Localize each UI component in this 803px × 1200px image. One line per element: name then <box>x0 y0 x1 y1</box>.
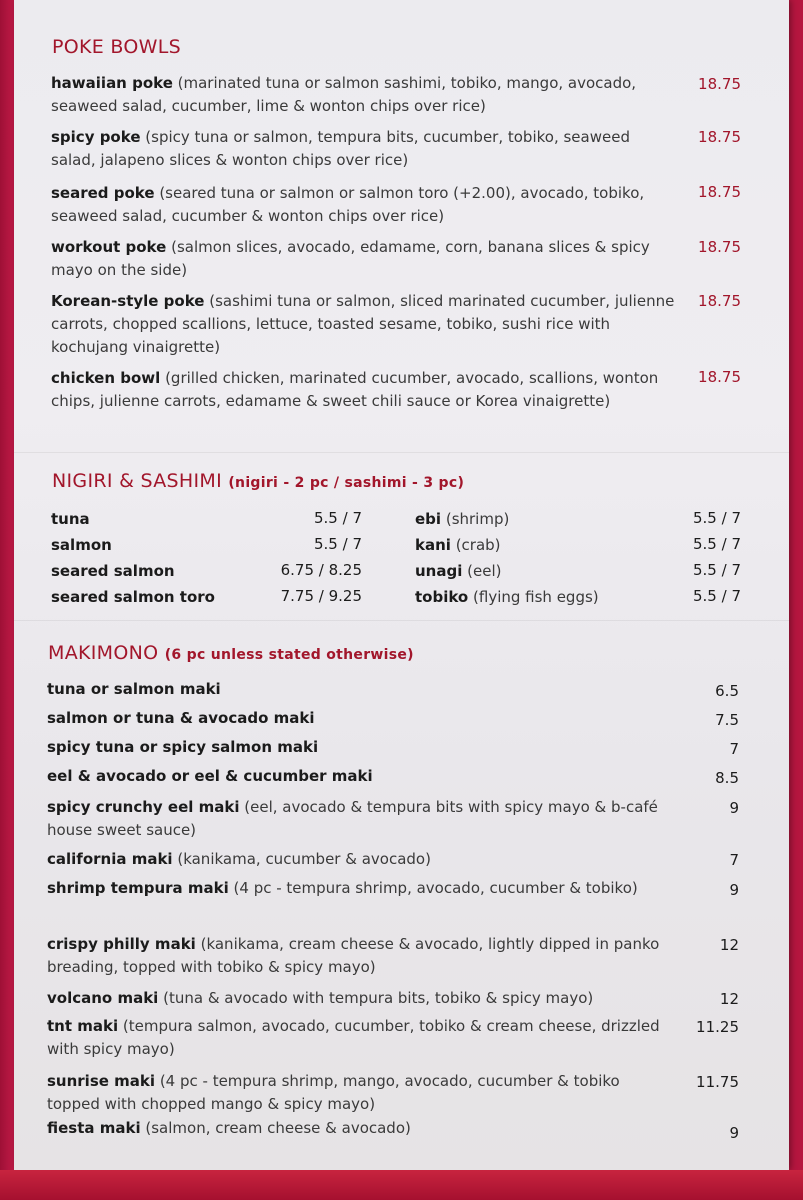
menu-item-spicy-poke <box>51 126 666 172</box>
item-price: 18.75 <box>698 75 741 93</box>
item-name: tuna <box>51 510 90 528</box>
item-description: (grilled chicken, marinated cucumber, avocado, scallions, wonton chips, julienne carrots, edamame & sweet chili sauce or Korea vinaigrette) <box>51 369 659 410</box>
item-description: (eel, avocado & tempura bits with spicy mayo & b-café house sweet sauce) <box>47 798 658 839</box>
menu-item-workout-poke <box>51 236 666 282</box>
item-price: 9 <box>729 881 739 899</box>
nigiri-item <box>415 506 509 532</box>
item-name: seared poke <box>51 184 155 202</box>
menu-item-chicken-bowl <box>51 367 666 413</box>
item-description: (4 pc - tempura shrimp, avocado, cucumber & tobiko) <box>233 879 638 897</box>
item-price: 7 <box>729 740 739 758</box>
section-title-poke-bowls: POKE BOWLS <box>52 36 182 58</box>
item-name: tnt maki <box>47 1017 119 1035</box>
nigiri-item <box>51 506 90 532</box>
nigiri-item <box>51 532 112 558</box>
menu-item-fiesta-maki <box>47 1117 667 1140</box>
item-price: 5.5 / 7 <box>314 509 362 527</box>
section-title-text: NIGIRI & SASHIMI <box>52 470 223 492</box>
section-title-nigiri-sashimi <box>52 470 464 492</box>
item-price: 12 <box>719 990 739 1008</box>
item-price: 8.5 <box>715 769 739 787</box>
item-name: chicken bowl <box>51 369 161 387</box>
item-name: salmon or tuna & avocado maki <box>47 709 315 727</box>
item-description: (tempura salmon, avocado, cucumber, tobiko & cream cheese, drizzled with spicy mayo) <box>47 1017 660 1058</box>
item-description: (kanikama, cucumber & avocado) <box>177 850 431 868</box>
item-price: 11.75 <box>696 1073 739 1091</box>
item-description: (eel) <box>467 562 502 580</box>
menu-item-shrimp-tempura-maki <box>47 877 662 900</box>
menu-item-crispy-philly-maki <box>47 933 677 979</box>
item-description: (sashimi tuna or salmon, sliced marinated cucumber, julienne carrots, chopped scallions, lettuce, toasted sesame, tobiko, sushi rice with kochujang vinaigrette) <box>51 292 675 356</box>
item-price: 5.5 / 7 <box>693 587 741 605</box>
menu-item-eel-maki <box>47 765 667 788</box>
section-title-text: MAKIMONO <box>48 642 159 664</box>
menu-item-seared-poke <box>51 182 666 228</box>
paper-fold <box>14 620 789 621</box>
item-description: (seared tuna or salmon or salmon toro (+2.00), avocado, tobiko, seaweed salad, cucumber & wonton chips over rice) <box>51 184 645 225</box>
item-description: (shrimp) <box>445 510 510 528</box>
item-name: hawaiian poke <box>51 74 173 92</box>
item-description: (marinated tuna or salmon sashimi, tobiko, mango, avocado, seaweed salad, cucumber, lime & wonton chips over rice) <box>51 74 637 115</box>
item-price: 5.5 / 7 <box>314 535 362 553</box>
section-subtitle: (6 pc unless stated otherwise) <box>164 647 414 663</box>
item-price: 18.75 <box>698 238 741 256</box>
item-name: tuna or salmon maki <box>47 680 221 698</box>
item-name: sunrise maki <box>47 1072 156 1090</box>
item-name: kani <box>415 536 451 554</box>
item-name: salmon <box>51 536 112 554</box>
item-price: 18.75 <box>698 292 741 310</box>
item-name: seared salmon toro <box>51 588 215 606</box>
item-description: (salmon slices, avocado, edamame, corn, banana slices & spicy mayo on the side) <box>51 238 650 279</box>
item-name: california maki <box>47 850 173 868</box>
item-name: fiesta maki <box>47 1119 141 1137</box>
menu-item-hawaiian-poke <box>51 72 666 118</box>
item-name: eel & avocado or eel & cucumber maki <box>47 767 373 785</box>
item-price: 9 <box>729 799 739 817</box>
menu-cover-edge <box>0 0 14 1200</box>
nigiri-item <box>415 558 501 584</box>
item-price: 7 <box>729 851 739 869</box>
item-price: 18.75 <box>698 128 741 146</box>
menu-item-tnt-maki <box>47 1015 672 1061</box>
paper-fold <box>14 452 789 453</box>
nigiri-item <box>415 584 599 610</box>
item-name: shrimp tempura maki <box>47 879 229 897</box>
item-name: ebi <box>415 510 442 528</box>
item-name: spicy crunchy eel maki <box>47 798 240 816</box>
item-description: (4 pc - tempura shrimp, mango, avocado, cucumber & tobiko topped with chopped mango & spicy mayo) <box>47 1072 620 1113</box>
item-price: 11.25 <box>696 1018 739 1036</box>
item-name: spicy poke <box>51 128 141 146</box>
menu-cover-bottom <box>0 1170 803 1200</box>
menu-item-spicy-tuna-maki <box>47 736 667 759</box>
item-price: 6.75 / 8.25 <box>280 561 362 579</box>
item-description: (kanikama, cream cheese & avocado, lightly dipped in panko breading, topped with tobiko & spicy mayo) <box>47 935 660 976</box>
item-price: 7.5 <box>715 711 739 729</box>
menu-item-salmon-or-tuna-avocado-maki <box>47 707 667 730</box>
menu-item-tuna-or-salmon-maki <box>47 678 667 701</box>
item-description: (spicy tuna or salmon, tempura bits, cucumber, tobiko, seaweed salad, jalapeno slices & wonton chips over rice) <box>51 128 630 169</box>
item-price: 6.5 <box>715 682 739 700</box>
item-name: unagi <box>415 562 463 580</box>
menu-item-volcano-maki <box>47 987 682 1010</box>
item-name: workout poke <box>51 238 167 256</box>
item-name: tobiko <box>415 588 469 606</box>
item-price: 18.75 <box>698 368 741 386</box>
menu-item-spicy-crunchy-eel-maki <box>47 796 672 842</box>
nigiri-item <box>415 532 501 558</box>
item-description: (salmon, cream cheese & avocado) <box>145 1119 411 1137</box>
menu-item-california-maki <box>47 848 667 871</box>
section-subtitle: (nigiri - 2 pc / sashimi - 3 pc) <box>228 475 465 491</box>
item-price: 5.5 / 7 <box>693 535 741 553</box>
menu-page <box>14 0 789 1170</box>
item-name: crispy philly maki <box>47 935 196 953</box>
item-price: 18.75 <box>698 183 741 201</box>
item-price: 12 <box>719 936 739 954</box>
item-name: seared salmon <box>51 562 175 580</box>
item-description: (flying fish eggs) <box>473 588 599 606</box>
nigiri-item <box>51 558 175 584</box>
item-name: volcano maki <box>47 989 159 1007</box>
section-title-makimono <box>48 642 414 664</box>
item-price: 5.5 / 7 <box>693 561 741 579</box>
item-price: 7.75 / 9.25 <box>280 587 362 605</box>
item-name: spicy tuna or spicy salmon maki <box>47 738 319 756</box>
item-description: (tuna & avocado with tempura bits, tobiko & spicy mayo) <box>163 989 594 1007</box>
nigiri-item <box>51 584 215 610</box>
menu-item-sunrise-maki <box>47 1070 657 1116</box>
item-name: Korean-style poke <box>51 292 205 310</box>
item-description: (crab) <box>455 536 501 554</box>
item-price: 5.5 / 7 <box>693 509 741 527</box>
menu-item-korean-style-poke <box>51 290 676 359</box>
item-price: 9 <box>729 1124 739 1142</box>
